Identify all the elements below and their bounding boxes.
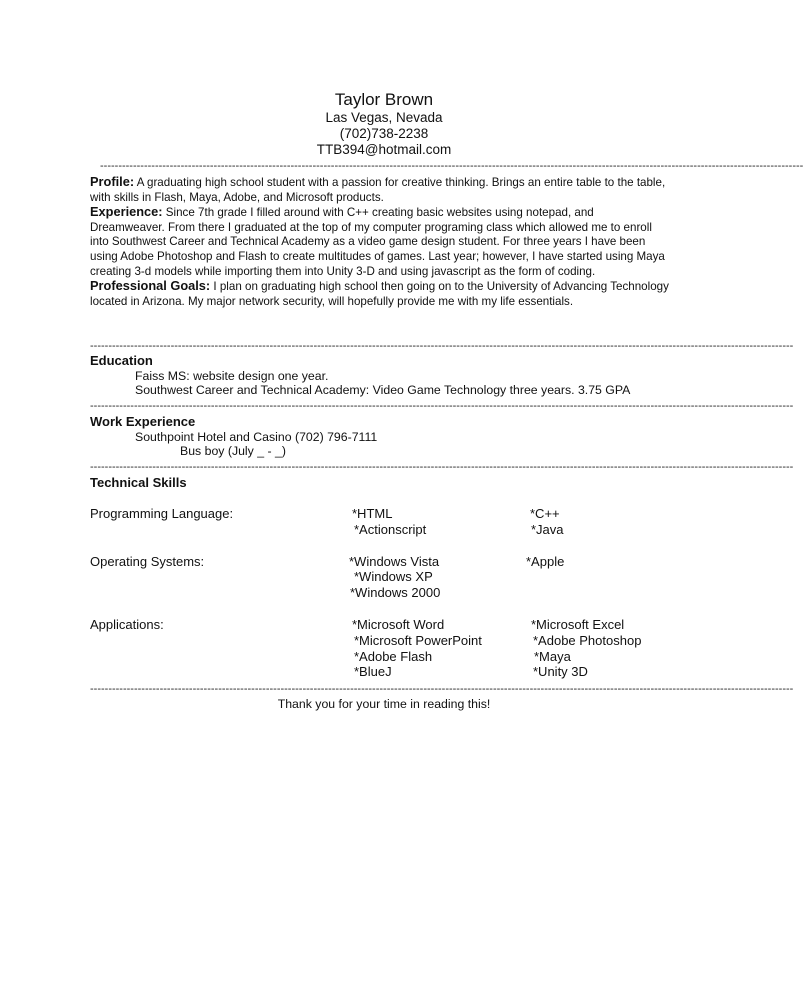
skill-item: *Maya: [534, 649, 571, 664]
divider: ------------------------------------------------------------------------------------------------------------------------------------------------------------------------------------------------: [90, 461, 794, 473]
goals-text: I plan on graduating high school then going on to the University of Advancing Technology located in Arizona. My major network security, will hopefully provide me with my life essentials.: [90, 280, 669, 308]
skill-item: *Windows XP: [354, 569, 433, 584]
skill-item: *Actionscript: [354, 522, 427, 537]
apps-label: Applications:: [90, 617, 164, 632]
profile-text: A graduating high school student with a passion for creative thinking. Brings an entire table to the table, with skills in Flash, Maya, Adobe, and Microsoft products.: [90, 176, 666, 204]
email: TTB394@hotmail.com: [316, 142, 452, 157]
education-heading: Education: [90, 353, 153, 368]
skill-item: *C++: [530, 506, 560, 521]
resume-name: Taylor Brown: [334, 90, 434, 109]
skill-item: *Unity 3D: [533, 664, 588, 679]
os-label: Operating Systems:: [90, 554, 205, 569]
skill-item: *Apple: [526, 554, 565, 569]
work-employer: Southpoint Hotel and Casino (702) 796-7111: [135, 430, 378, 444]
footer-note: Thank you for your time in reading this!: [277, 697, 491, 711]
skills-heading: Technical Skills: [90, 475, 187, 490]
intro-block: [90, 175, 670, 309]
experience-label: Experience:: [90, 204, 163, 220]
skill-item: *Java: [531, 522, 564, 537]
skill-item: *Adobe Photoshop: [533, 633, 642, 648]
programming-label: Programming Language:: [90, 506, 234, 521]
divider: ------------------------------------------------------------------------------------------------------------------------------------------------------------------------------------------------: [90, 400, 794, 412]
work-role: Bus boy (July _ - _): [180, 444, 286, 458]
skill-item: *Windows Vista: [349, 554, 440, 569]
location: Las Vegas, Nevada: [325, 110, 443, 125]
divider: ------------------------------------------------------------------------------------------------------------------------------------------------------------------------------------------------: [90, 340, 794, 352]
phone: (702)738-2238: [339, 126, 429, 141]
divider: ------------------------------------------------------------------------------------------------------------------------------------------------------------------------------------------------: [90, 683, 794, 695]
education-item: Southwest Career and Technical Academy: Video Game Technology three years. 3.75 GPA: [135, 383, 631, 397]
profile-label: Profile:: [90, 174, 135, 189]
skill-item: *Adobe Flash: [354, 649, 433, 664]
skill-item: *Microsoft PowerPoint: [354, 633, 482, 648]
skill-item: *HTML: [352, 506, 393, 521]
experience-text: Since 7th grade I filled around with C++ creating basic websites using notepad, and Dreamweaver. From there I graduated at the top of my computer programing class which allowed me to enroll into Southwest Career and Technical Academy as a video game design student. For three years I have been using Adobe Photoshop and Flash to create multitudes of games. Last year; however, I have started using Maya creating 3-d models while importing them into Unity 3-D and using javascript as the form of coding.: [90, 206, 665, 278]
education-item: Faiss MS: website design one year.: [135, 369, 329, 383]
divider: ------------------------------------------------------------------------------------------------------------------------------------------------------------------------------------------------: [100, 160, 803, 172]
goals-label: Professional Goals:: [90, 278, 211, 294]
skill-item: *Microsoft Word: [352, 617, 445, 632]
skill-item: *Windows 2000: [350, 585, 441, 600]
work-heading: Work Experience: [90, 414, 196, 429]
skill-item: *Microsoft Excel: [531, 617, 625, 632]
skill-item: *BlueJ: [354, 664, 392, 679]
